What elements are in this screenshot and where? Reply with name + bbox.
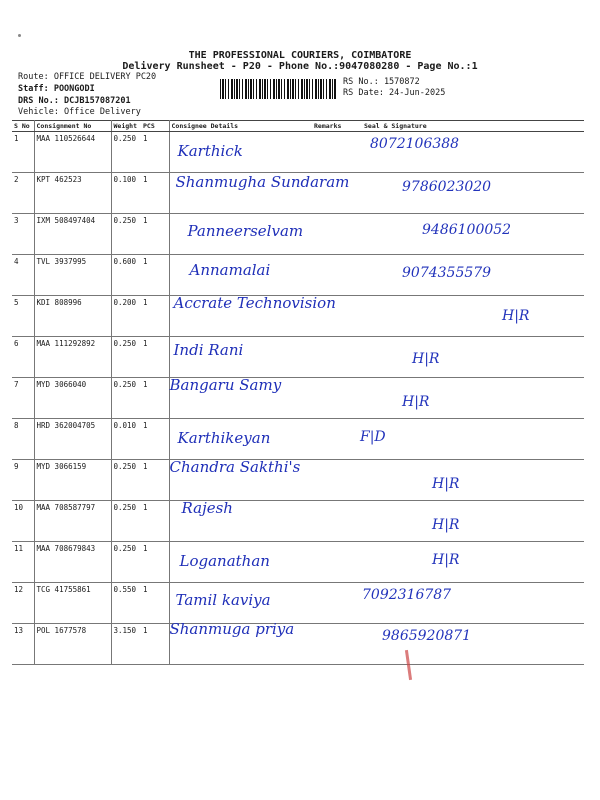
table-row xyxy=(12,296,584,337)
table-row xyxy=(12,419,584,460)
cell-weight: 0.250 xyxy=(111,132,141,173)
table-row xyxy=(12,214,584,255)
cell-consignment: KPT 462523 xyxy=(34,173,111,214)
cell-signature xyxy=(362,255,584,296)
consignee-handwriting: Panneerselvam xyxy=(187,222,304,240)
cell-signature xyxy=(362,132,584,173)
cell-consignment: TCG 41755861 xyxy=(34,583,111,624)
cell-pcs: 1 xyxy=(141,255,169,296)
runsheet-title: Delivery Runsheet - P20 - Phone No.:9047080280 - Page No.:1 xyxy=(122,61,478,72)
rs-date: RS Date: 24-Jun-2025 xyxy=(343,88,446,98)
cell-remarks xyxy=(312,173,362,214)
signature-handwriting: H|R xyxy=(502,308,530,324)
cell-consignee xyxy=(169,214,312,255)
signature-handwriting: H|R xyxy=(432,476,460,492)
table-row xyxy=(12,583,584,624)
table-row xyxy=(12,542,584,583)
signature-handwriting: 9486100052 xyxy=(422,222,512,238)
cell-consignment: HRD 362004705 xyxy=(34,419,111,460)
scan-dot xyxy=(18,34,21,37)
cell-remarks xyxy=(312,337,362,378)
cell-signature xyxy=(362,296,584,337)
cell-weight: 0.250 xyxy=(111,501,141,542)
cell-sno: 5 xyxy=(12,296,34,337)
consignee-handwriting: Accrate Technovision xyxy=(173,294,336,312)
drs-label: DRS No.: DCJB157087201 xyxy=(18,96,131,106)
cell-pcs: 1 xyxy=(141,173,169,214)
cell-consignment: MYD 3066040 xyxy=(34,378,111,419)
cell-signature xyxy=(362,624,584,665)
cell-weight: 0.010 xyxy=(111,419,141,460)
cell-consignee xyxy=(169,501,312,542)
cell-sno: 12 xyxy=(12,583,34,624)
signature-handwriting: 9865920871 xyxy=(382,628,472,644)
cell-remarks xyxy=(312,255,362,296)
col-consignee: Consignee Details xyxy=(169,121,312,132)
cell-consignee xyxy=(169,542,312,583)
signature-handwriting: H|R xyxy=(412,351,440,367)
cell-consignment: MAA 708679843 xyxy=(34,542,111,583)
cell-signature xyxy=(362,419,584,460)
cell-pcs: 1 xyxy=(141,542,169,583)
vehicle-label: Vehicle: Office Delivery xyxy=(18,107,141,117)
cell-sno: 6 xyxy=(12,337,34,378)
cell-consignee xyxy=(169,337,312,378)
cell-consignee xyxy=(169,132,312,173)
consignee-handwriting: Chandra Sakthi's xyxy=(169,458,301,476)
cell-sno: 4 xyxy=(12,255,34,296)
consignee-handwriting: Karthick xyxy=(177,142,243,160)
cell-pcs: 1 xyxy=(141,132,169,173)
signature-handwriting: 8072106388 xyxy=(370,136,460,152)
consignee-handwriting: Tamil kaviya xyxy=(175,591,271,609)
cell-weight: 3.150 xyxy=(111,624,141,665)
table-header xyxy=(12,121,584,132)
cell-consignee xyxy=(169,620,312,665)
cell-signature xyxy=(362,583,584,624)
table-row xyxy=(12,378,584,419)
cell-pcs: 1 xyxy=(141,583,169,624)
consignee-handwriting: Shanmuga priya xyxy=(169,620,295,638)
cell-remarks xyxy=(312,624,362,665)
col-weight: Weight xyxy=(111,121,141,132)
cell-sno: 1 xyxy=(12,132,34,173)
col-pcs: PCS xyxy=(141,121,169,132)
consignee-handwriting: Bangaru Samy xyxy=(169,376,282,394)
cell-consignment: KDI 808996 xyxy=(34,296,111,337)
cell-consignee xyxy=(169,173,350,214)
col-consignment: Consignment No xyxy=(34,121,111,132)
cell-remarks xyxy=(312,132,362,173)
cell-consignee xyxy=(169,460,312,501)
cell-signature xyxy=(362,337,584,378)
cell-consignee xyxy=(169,294,336,337)
route-label: Route: OFFICE DELIVERY PC20 xyxy=(18,72,157,82)
consignee-handwriting: Rajesh xyxy=(181,499,233,517)
rs-number: RS No.: 1570872 xyxy=(343,77,420,87)
table-row xyxy=(12,624,584,665)
signature-handwriting: 9074355579 xyxy=(402,265,492,281)
cell-remarks xyxy=(312,378,362,419)
cell-consignment: IXM 508497404 xyxy=(34,214,111,255)
consignee-handwriting: Shanmugha Sundaram xyxy=(175,173,350,191)
cell-consignee xyxy=(169,419,312,460)
consignee-handwriting: Annamalai xyxy=(189,261,271,279)
col-signature: Seal & Signature xyxy=(362,121,584,132)
cell-weight: 0.200 xyxy=(111,296,141,337)
consignee-handwriting: Indi Rani xyxy=(173,341,244,359)
cell-weight: 0.550 xyxy=(111,583,141,624)
cell-signature xyxy=(362,542,584,583)
cell-remarks xyxy=(312,583,362,624)
cell-consignment: MYD 3066159 xyxy=(34,460,111,501)
cell-pcs: 1 xyxy=(141,419,169,460)
cell-pcs: 1 xyxy=(141,624,169,665)
cell-weight: 0.600 xyxy=(111,255,141,296)
signature-handwriting: 7092316787 xyxy=(362,587,452,603)
cell-sno: 9 xyxy=(12,460,34,501)
cell-weight: 0.250 xyxy=(111,542,141,583)
cell-sno: 7 xyxy=(12,378,34,419)
signature-handwriting: H|R xyxy=(402,394,430,410)
cell-remarks xyxy=(312,460,362,501)
cell-pcs: 1 xyxy=(141,214,169,255)
table-row xyxy=(12,173,584,214)
cell-pcs: 1 xyxy=(141,378,169,419)
runsheet-table xyxy=(12,120,584,665)
signature-handwriting: H|R xyxy=(432,517,460,533)
cell-consignment: POL 1677578 xyxy=(34,624,111,665)
cell-consignment: MAA 111292892 xyxy=(34,337,111,378)
table-row xyxy=(12,337,584,378)
cell-sno: 10 xyxy=(12,501,34,542)
staff-label: Staff: POONGODI xyxy=(18,84,95,94)
cell-weight: 0.100 xyxy=(111,173,141,214)
cell-consignee xyxy=(169,378,312,419)
barcode xyxy=(220,79,336,99)
cell-sno: 2 xyxy=(12,173,34,214)
cell-sno: 13 xyxy=(12,624,34,665)
cell-weight: 0.250 xyxy=(111,460,141,501)
cell-consignment: MAA 708587797 xyxy=(34,501,111,542)
signature-handwriting: 9786023020 xyxy=(402,179,492,195)
cell-signature xyxy=(362,378,584,419)
cell-consignment: TVL 3937995 xyxy=(34,255,111,296)
cell-signature xyxy=(362,214,584,255)
cell-remarks xyxy=(312,542,362,583)
consignee-handwriting: Karthikeyan xyxy=(177,429,271,447)
cell-remarks xyxy=(312,214,362,255)
signature-handwriting: F|D xyxy=(360,429,386,445)
table-row xyxy=(12,255,584,296)
cell-remarks xyxy=(312,296,362,337)
cell-weight: 0.250 xyxy=(111,214,141,255)
table-row xyxy=(12,460,584,501)
cell-sno: 11 xyxy=(12,542,34,583)
col-sno: S No xyxy=(12,121,34,132)
cell-consignee xyxy=(169,255,312,296)
consignee-handwriting: Loganathan xyxy=(179,552,270,570)
col-remarks: Remarks xyxy=(312,121,362,132)
table-row xyxy=(12,501,584,542)
cell-weight: 0.250 xyxy=(111,337,141,378)
table-row xyxy=(12,132,584,173)
cell-pcs: 1 xyxy=(141,501,169,542)
cell-pcs: 1 xyxy=(141,460,169,501)
cell-remarks xyxy=(312,501,362,542)
cell-weight: 0.250 xyxy=(111,378,141,419)
company-title: THE PROFESSIONAL COURIERS, COIMBATORE xyxy=(188,50,412,61)
cell-consignment: MAA 110526644 xyxy=(34,132,111,173)
cell-sno: 3 xyxy=(12,214,34,255)
signature-handwriting: H|R xyxy=(432,552,460,568)
cell-sno: 8 xyxy=(12,419,34,460)
cell-signature xyxy=(362,501,584,542)
cell-consignee xyxy=(169,583,312,624)
cell-signature xyxy=(362,173,584,214)
cell-pcs: 1 xyxy=(141,296,169,337)
cell-remarks xyxy=(312,419,362,460)
cell-signature xyxy=(362,460,584,501)
cell-pcs: 1 xyxy=(141,337,169,378)
